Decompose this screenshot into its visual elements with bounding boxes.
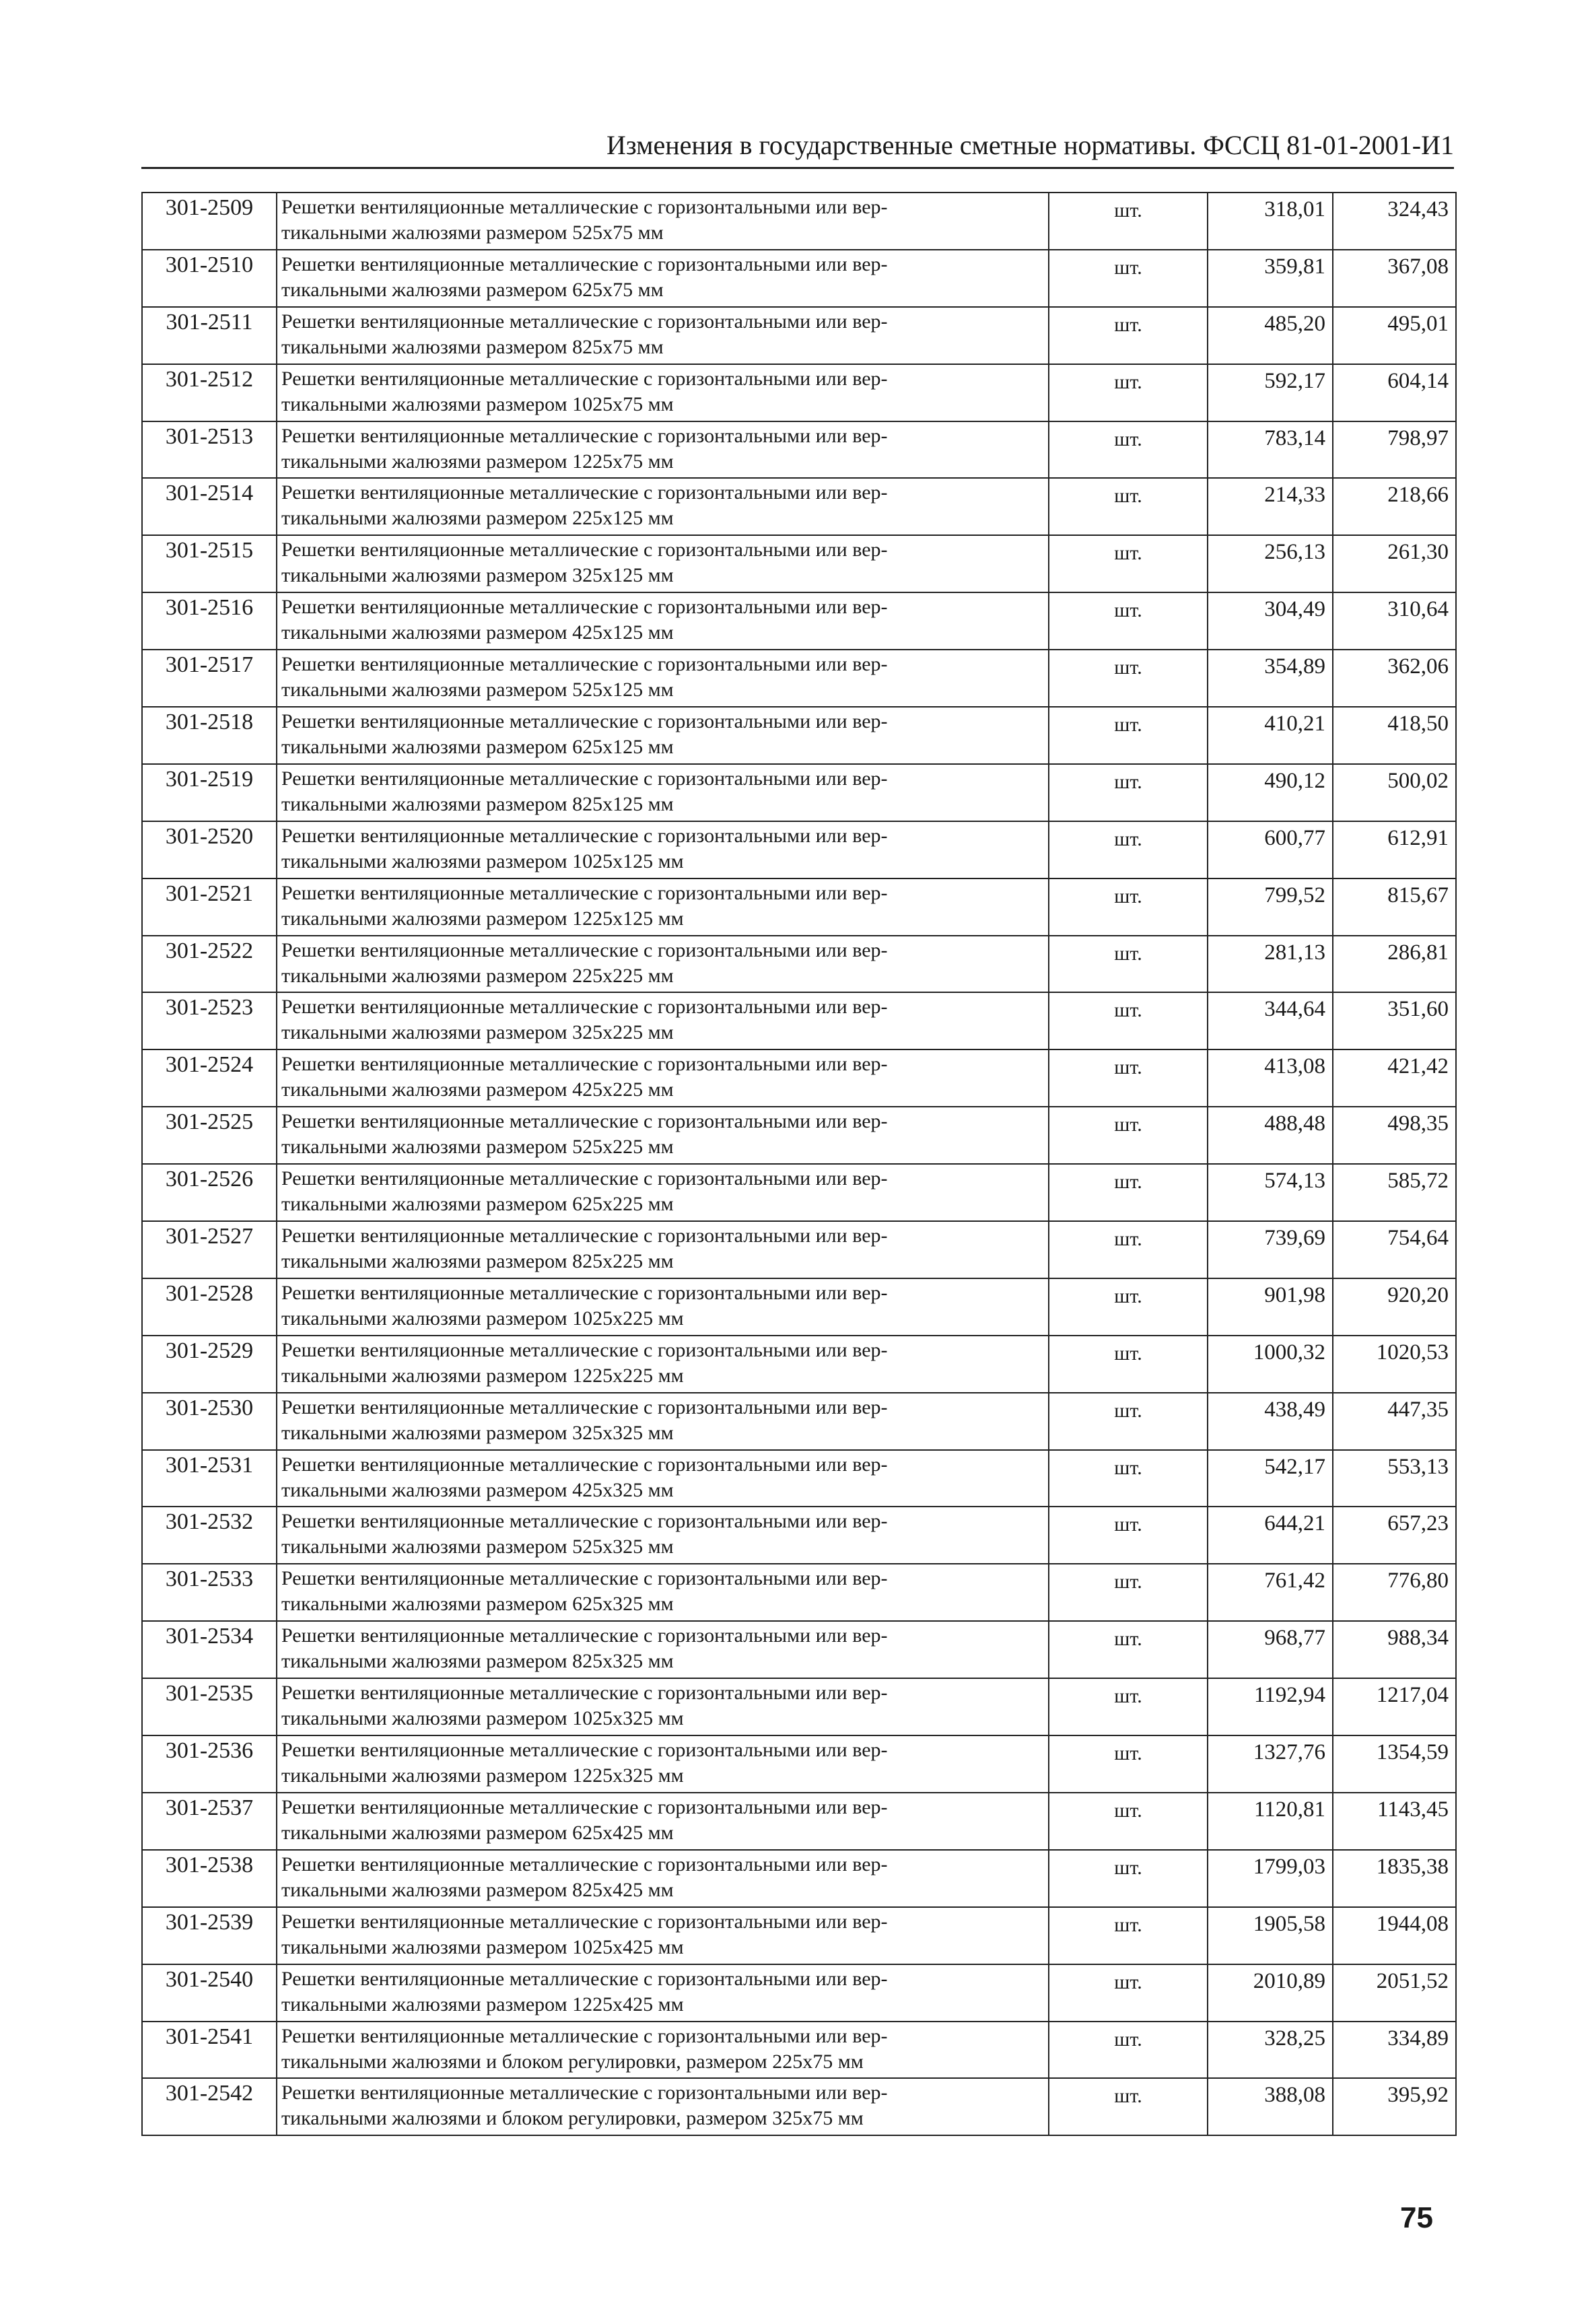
table-row [142, 1793, 1456, 1850]
description-line-1: Решетки вентиляционные металлические с горизонтальными или вер- [281, 1281, 888, 1304]
description-line-1: Решетки вентиляционные металлические с горизонтальными или вер- [281, 1910, 888, 1933]
description-line-2: тикальными жалюзями и блоком регулировки, размером 325х75 мм [281, 2107, 864, 2130]
table-row [142, 1450, 1456, 1507]
description-line-1: Решетки вентиляционные металлические с горизонтальными или вер- [281, 710, 888, 733]
description-line-1: Решетки вентиляционные металлические с горизонтальными или вер- [281, 1395, 888, 1418]
description-line-2: тикальными жалюзями размером 425х125 мм [281, 621, 674, 644]
item-price-2: 585,72 [1333, 1164, 1456, 1221]
item-unit: шт. [1049, 1793, 1208, 1850]
item-price-1: 1120,81 [1208, 1793, 1333, 1850]
table-row [142, 1164, 1456, 1221]
item-unit: шт. [1049, 1107, 1208, 1164]
item-unit: шт. [1049, 821, 1208, 878]
item-price-2: 1835,38 [1333, 1850, 1456, 1907]
item-unit: шт. [1049, 193, 1208, 250]
item-price-2: 418,50 [1333, 707, 1456, 764]
item-price-2: 367,08 [1333, 250, 1456, 307]
item-code: 301-2527 [142, 1221, 277, 1278]
table-row [142, 193, 1456, 250]
item-description [277, 535, 1049, 592]
description-line-1: Решетки вентиляционные металлические с горизонтальными или вер- [281, 1682, 888, 1704]
description-line-2: тикальными жалюзями размером 525х125 мм [281, 679, 674, 701]
description-line-2: тикальными жалюзями размером 1025х75 мм [281, 392, 674, 415]
description-line-1: Решетки вентиляционные металлические с горизонтальными или вер- [281, 881, 888, 904]
item-description [277, 592, 1049, 650]
item-price-1: 214,33 [1208, 478, 1333, 535]
table-row [142, 1221, 1456, 1278]
item-price-2: 334,89 [1333, 2022, 1456, 2079]
table-row [142, 1621, 1456, 1678]
item-price-2: 988,34 [1333, 1621, 1456, 1678]
item-description [277, 992, 1049, 1049]
item-price-1: 328,25 [1208, 2022, 1333, 2079]
description-line-2: тикальными жалюзями размером 825х425 мм [281, 1878, 674, 1901]
item-price-2: 310,64 [1333, 592, 1456, 650]
item-unit: шт. [1049, 878, 1208, 936]
item-price-1: 1327,76 [1208, 1735, 1333, 1793]
item-code: 301-2541 [142, 2022, 277, 2079]
item-unit: шт. [1049, 936, 1208, 993]
item-code: 301-2515 [142, 535, 277, 592]
item-description [277, 1336, 1049, 1393]
description-line-2: тикальными жалюзями размером 225х125 мм [281, 507, 674, 530]
price-table-body [142, 193, 1456, 2135]
table-row [142, 1907, 1456, 1964]
description-line-2: тикальными жалюзями размером 1225х75 мм [281, 450, 674, 473]
item-price-2: 447,35 [1333, 1393, 1456, 1450]
item-description [277, 307, 1049, 364]
item-unit: шт. [1049, 1221, 1208, 1278]
table-row [142, 764, 1456, 821]
description-line-1: Решетки вентиляционные металлические с горизонтальными или вер- [281, 2024, 888, 2047]
item-price-1: 359,81 [1208, 250, 1333, 307]
item-unit: шт. [1049, 1278, 1208, 1336]
item-unit: шт. [1049, 1450, 1208, 1507]
table-row [142, 1735, 1456, 1793]
description-line-1: Решетки вентиляционные металлические с горизонтальными или вер- [281, 252, 888, 275]
description-line-2: тикальными жалюзями размером 825х225 мм [281, 1250, 674, 1273]
item-price-2: 815,67 [1333, 878, 1456, 936]
item-price-2: 1944,08 [1333, 1907, 1456, 1964]
description-line-2: тикальными жалюзями размером 825х75 мм [281, 335, 664, 358]
item-price-1: 281,13 [1208, 936, 1333, 993]
description-line-1: Решетки вентиляционные металлические с горизонтальными или вер- [281, 767, 888, 790]
description-line-2: тикальными жалюзями размером 625х125 мм [281, 736, 674, 759]
item-description [277, 1049, 1049, 1107]
item-description [277, 821, 1049, 878]
item-unit: шт. [1049, 307, 1208, 364]
item-description [277, 1907, 1049, 1964]
description-line-1: Решетки вентиляционные металлические с горизонтальными или вер- [281, 424, 888, 447]
item-unit: шт. [1049, 250, 1208, 307]
table-row [142, 1393, 1456, 1450]
description-line-2: тикальными жалюзями размером 625х425 мм [281, 1821, 674, 1844]
item-unit: шт. [1049, 592, 1208, 650]
table-row [142, 307, 1456, 364]
table-row [142, 478, 1456, 535]
table-row [142, 1507, 1456, 1564]
item-price-1: 344,64 [1208, 992, 1333, 1049]
item-code: 301-2513 [142, 421, 277, 479]
item-price-1: 783,14 [1208, 421, 1333, 479]
item-price-2: 218,66 [1333, 478, 1456, 535]
item-code: 301-2510 [142, 250, 277, 307]
item-price-2: 495,01 [1333, 307, 1456, 364]
table-row [142, 1107, 1456, 1164]
description-line-1: Решетки вентиляционные металлические с горизонтальными или вер- [281, 539, 888, 561]
table-row [142, 821, 1456, 878]
item-unit: шт. [1049, 1564, 1208, 1621]
item-code: 301-2520 [142, 821, 277, 878]
item-code: 301-2523 [142, 992, 277, 1049]
item-unit: шт. [1049, 1850, 1208, 1907]
table-row [142, 2078, 1456, 2135]
description-line-2: тикальными жалюзями размером 825х125 мм [281, 792, 674, 815]
description-line-1: Решетки вентиляционные металлические с горизонтальными или вер- [281, 367, 888, 390]
item-description [277, 193, 1049, 250]
item-price-2: 500,02 [1333, 764, 1456, 821]
item-price-1: 799,52 [1208, 878, 1333, 936]
item-unit: шт. [1049, 2078, 1208, 2135]
table-row [142, 1678, 1456, 1735]
description-line-2: тикальными жалюзями размером 1225х425 мм [281, 1993, 684, 2015]
table-row [142, 707, 1456, 764]
description-line-1: Решетки вентиляционные металлические с горизонтальными или вер- [281, 1053, 888, 1076]
item-unit: шт. [1049, 421, 1208, 479]
description-line-2: тикальными жалюзями размером 1025х125 мм [281, 850, 684, 872]
item-price-2: 553,13 [1333, 1450, 1456, 1507]
description-line-1: Решетки вентиляционные металлические с горизонтальными или вер- [281, 938, 888, 961]
item-price-1: 761,42 [1208, 1564, 1333, 1621]
item-code: 301-2537 [142, 1793, 277, 1850]
table-row [142, 535, 1456, 592]
description-line-2: тикальными жалюзями размером 525х75 мм [281, 221, 664, 244]
item-price-1: 574,13 [1208, 1164, 1333, 1221]
item-price-1: 600,77 [1208, 821, 1333, 878]
description-line-1: Решетки вентиляционные металлические с горизонтальными или вер- [281, 1510, 888, 1533]
item-description [277, 936, 1049, 993]
item-code: 301-2516 [142, 592, 277, 650]
description-line-2: тикальными жалюзями размером 325х325 мм [281, 1421, 674, 1444]
item-price-2: 754,64 [1333, 1221, 1456, 1278]
item-description [277, 878, 1049, 936]
description-line-2: тикальными жалюзями размером 1025х225 мм [281, 1307, 684, 1330]
table-row [142, 1850, 1456, 1907]
description-line-2: тикальными жалюзями размером 525х325 мм [281, 1536, 674, 1558]
item-code: 301-2533 [142, 1564, 277, 1621]
item-price-2: 324,43 [1333, 193, 1456, 250]
item-description [277, 1964, 1049, 2022]
item-description [277, 421, 1049, 479]
description-line-1: Решетки вентиляционные металлические с горизонтальными или вер- [281, 596, 888, 619]
description-line-1: Решетки вентиляционные металлические с горизонтальными или вер- [281, 653, 888, 676]
description-line-1: Решетки вентиляционные металлические с горизонтальными или вер- [281, 1338, 888, 1361]
table-row [142, 650, 1456, 707]
item-price-2: 421,42 [1333, 1049, 1456, 1107]
description-line-1: Решетки вентиляционные металлические с горизонтальными или вер- [281, 1567, 888, 1590]
item-price-1: 644,21 [1208, 1507, 1333, 1564]
item-code: 301-2517 [142, 650, 277, 707]
item-price-1: 1799,03 [1208, 1850, 1333, 1907]
item-code: 301-2532 [142, 1507, 277, 1564]
item-code: 301-2540 [142, 1964, 277, 2022]
item-description [277, 250, 1049, 307]
table-row [142, 1278, 1456, 1336]
item-code: 301-2509 [142, 193, 277, 250]
item-code: 301-2525 [142, 1107, 277, 1164]
item-price-1: 739,69 [1208, 1221, 1333, 1278]
item-price-1: 410,21 [1208, 707, 1333, 764]
description-line-2: тикальными жалюзями и блоком регулировки, размером 225х75 мм [281, 2050, 864, 2073]
description-line-1: Решетки вентиляционные металлические с горизонтальными или вер- [281, 310, 888, 333]
item-price-2: 362,06 [1333, 650, 1456, 707]
item-unit: шт. [1049, 1507, 1208, 1564]
table-row [142, 1049, 1456, 1107]
item-price-2: 1354,59 [1333, 1735, 1456, 1793]
item-code: 301-2528 [142, 1278, 277, 1336]
description-line-2: тикальными жалюзями размером 525х225 мм [281, 1136, 674, 1159]
description-line-2: тикальными жалюзями размером 625х75 мм [281, 278, 664, 301]
item-price-2: 920,20 [1333, 1278, 1456, 1336]
item-description [277, 1393, 1049, 1450]
page-number: 75 [1400, 2201, 1433, 2234]
item-code: 301-2521 [142, 878, 277, 936]
item-price-1: 413,08 [1208, 1049, 1333, 1107]
item-code: 301-2518 [142, 707, 277, 764]
description-line-1: Решетки вентиляционные металлические с горизонтальными или вер- [281, 1739, 888, 1762]
description-line-2: тикальными жалюзями размером 325х225 мм [281, 1021, 674, 1044]
item-price-1: 438,49 [1208, 1393, 1333, 1450]
item-price-1: 968,77 [1208, 1621, 1333, 1678]
item-description [277, 364, 1049, 421]
item-price-2: 604,14 [1333, 364, 1456, 421]
item-price-2: 1020,53 [1333, 1336, 1456, 1393]
table-row [142, 1564, 1456, 1621]
table-row [142, 936, 1456, 993]
item-price-2: 395,92 [1333, 2078, 1456, 2135]
description-line-1: Решетки вентиляционные металлические с горизонтальными или вер- [281, 1795, 888, 1818]
item-price-1: 490,12 [1208, 764, 1333, 821]
item-description [277, 1507, 1049, 1564]
item-unit: шт. [1049, 1964, 1208, 2022]
item-description [277, 707, 1049, 764]
item-unit: шт. [1049, 1621, 1208, 1678]
item-code: 301-2536 [142, 1735, 277, 1793]
item-code: 301-2522 [142, 936, 277, 993]
description-line-1: Решетки вентиляционные металлические с горизонтальными или вер- [281, 1967, 888, 1990]
item-code: 301-2529 [142, 1336, 277, 1393]
item-description [277, 2022, 1049, 2079]
description-line-2: тикальными жалюзями размером 1225х225 мм [281, 1364, 684, 1387]
description-line-1: Решетки вентиляционные металлические с горизонтальными или вер- [281, 1110, 888, 1133]
item-code: 301-2530 [142, 1393, 277, 1450]
item-price-1: 256,13 [1208, 535, 1333, 592]
table-row [142, 878, 1456, 936]
description-line-2: тикальными жалюзями размером 625х325 мм [281, 1593, 674, 1616]
item-description [277, 1564, 1049, 1621]
item-description [277, 1221, 1049, 1278]
price-table [141, 192, 1457, 2136]
item-price-1: 1192,94 [1208, 1678, 1333, 1735]
item-unit: шт. [1049, 1049, 1208, 1107]
item-price-2: 1143,45 [1333, 1793, 1456, 1850]
item-unit: шт. [1049, 764, 1208, 821]
item-unit: шт. [1049, 1907, 1208, 1964]
description-line-1: Решетки вентиляционные металлические с горизонтальными или вер- [281, 1624, 888, 1647]
item-code: 301-2524 [142, 1049, 277, 1107]
item-description [277, 1850, 1049, 1907]
description-line-2: тикальными жалюзями размером 1025х325 мм [281, 1707, 684, 1730]
item-code: 301-2531 [142, 1450, 277, 1507]
item-description [277, 1450, 1049, 1507]
description-line-2: тикальными жалюзями размером 1025х425 мм [281, 1935, 684, 1958]
item-description [277, 1107, 1049, 1164]
description-line-2: тикальными жалюзями размером 825х325 мм [281, 1650, 674, 1673]
table-row [142, 2022, 1456, 2079]
item-price-1: 1000,32 [1208, 1336, 1333, 1393]
item-price-1: 388,08 [1208, 2078, 1333, 2135]
item-price-2: 657,23 [1333, 1507, 1456, 1564]
item-code: 301-2511 [142, 307, 277, 364]
page-header: Изменения в государственные сметные нормативы. ФССЦ 81-01-2001-И1 [141, 128, 1454, 169]
item-unit: шт. [1049, 364, 1208, 421]
item-price-1: 304,49 [1208, 592, 1333, 650]
item-price-1: 901,98 [1208, 1278, 1333, 1336]
item-description [277, 764, 1049, 821]
item-price-1: 318,01 [1208, 193, 1333, 250]
description-line-2: тикальными жалюзями размером 625х225 мм [281, 1193, 674, 1216]
table-row [142, 592, 1456, 650]
item-unit: шт. [1049, 1393, 1208, 1450]
item-code: 301-2535 [142, 1678, 277, 1735]
item-unit: шт. [1049, 478, 1208, 535]
item-description [277, 1164, 1049, 1221]
item-unit: шт. [1049, 1164, 1208, 1221]
item-code: 301-2514 [142, 478, 277, 535]
item-price-1: 542,17 [1208, 1450, 1333, 1507]
description-line-1: Решетки вентиляционные металлические с горизонтальными или вер- [281, 481, 888, 504]
item-price-2: 1217,04 [1333, 1678, 1456, 1735]
table-row [142, 1336, 1456, 1393]
description-line-1: Решетки вентиляционные металлические с горизонтальными или вер- [281, 1453, 888, 1476]
description-line-2: тикальными жалюзями размером 1225х325 мм [281, 1764, 684, 1787]
item-price-2: 612,91 [1333, 821, 1456, 878]
item-price-1: 488,48 [1208, 1107, 1333, 1164]
description-line-2: тикальными жалюзями размером 225х225 мм [281, 964, 674, 987]
description-line-2: тикальными жалюзями размером 425х325 мм [281, 1478, 674, 1501]
item-code: 301-2539 [142, 1907, 277, 1964]
item-price-1: 485,20 [1208, 307, 1333, 364]
item-price-2: 351,60 [1333, 992, 1456, 1049]
table-row [142, 992, 1456, 1049]
item-price-2: 776,80 [1333, 1564, 1456, 1621]
item-unit: шт. [1049, 1336, 1208, 1393]
description-line-1: Решетки вентиляционные металлические с горизонтальными или вер- [281, 824, 888, 847]
item-unit: шт. [1049, 1678, 1208, 1735]
item-description [277, 650, 1049, 707]
item-unit: шт. [1049, 992, 1208, 1049]
item-unit: шт. [1049, 650, 1208, 707]
item-description [277, 1678, 1049, 1735]
description-line-2: тикальными жалюзями размером 325х125 мм [281, 564, 674, 587]
item-price-2: 498,35 [1333, 1107, 1456, 1164]
item-price-2: 286,81 [1333, 936, 1456, 993]
table-row [142, 1964, 1456, 2022]
item-unit: шт. [1049, 707, 1208, 764]
description-line-1: Решетки вентиляционные металлические с горизонтальными или вер- [281, 2081, 888, 2104]
description-line-1: Решетки вентиляционные металлические с горизонтальными или вер- [281, 996, 888, 1019]
item-price-1: 1905,58 [1208, 1907, 1333, 1964]
table-row [142, 364, 1456, 421]
item-description [277, 1735, 1049, 1793]
description-line-1: Решетки вентиляционные металлические с горизонтальными или вер- [281, 1853, 888, 1875]
item-code: 301-2526 [142, 1164, 277, 1221]
item-code: 301-2534 [142, 1621, 277, 1678]
description-line-1: Решетки вентиляционные металлические с горизонтальными или вер- [281, 1225, 888, 1247]
table-row [142, 421, 1456, 479]
item-price-2: 261,30 [1333, 535, 1456, 592]
item-description [277, 2078, 1049, 2135]
item-code: 301-2512 [142, 364, 277, 421]
item-description [277, 1621, 1049, 1678]
item-description [277, 1793, 1049, 1850]
item-price-1: 592,17 [1208, 364, 1333, 421]
description-line-1: Решетки вентиляционные металлические с горизонтальными или вер- [281, 1167, 888, 1190]
description-line-2: тикальными жалюзями размером 425х225 мм [281, 1078, 674, 1101]
description-line-1: Решетки вентиляционные металлические с горизонтальными или вер- [281, 196, 888, 218]
item-price-2: 2051,52 [1333, 1964, 1456, 2022]
item-unit: шт. [1049, 535, 1208, 592]
item-unit: шт. [1049, 1735, 1208, 1793]
item-unit: шт. [1049, 2022, 1208, 2079]
item-description [277, 478, 1049, 535]
item-price-2: 798,97 [1333, 421, 1456, 479]
item-description [277, 1278, 1049, 1336]
item-code: 301-2538 [142, 1850, 277, 1907]
item-price-1: 354,89 [1208, 650, 1333, 707]
table-row [142, 250, 1456, 307]
item-code: 301-2542 [142, 2078, 277, 2135]
item-code: 301-2519 [142, 764, 277, 821]
item-price-1: 2010,89 [1208, 1964, 1333, 2022]
description-line-2: тикальными жалюзями размером 1225х125 мм [281, 907, 684, 930]
